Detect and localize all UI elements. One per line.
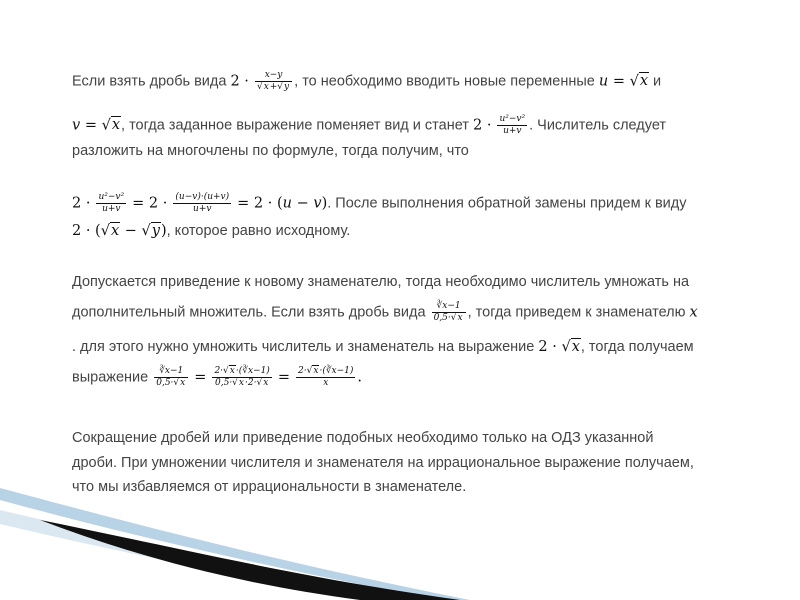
- math-fraction: $\frac{(u-v)\cdot(u+v)}{u+v}$: [175, 192, 230, 214]
- p2-text: выражение: [72, 369, 149, 386]
- p2-text: дополнительный множитель. Если взять дробь вида: [72, 304, 426, 321]
- p1-text: и: [653, 73, 662, 90]
- p2-line-1: Допускается приведение к новому знаменателю, тогда необходимо числитель умножать на: [72, 274, 690, 290]
- p1-text: . После выполнения обратной замены придем к виду: [327, 195, 687, 212]
- math-fraction: $\frac{∛x-1}{0,5\cdot√x}$: [154, 366, 188, 389]
- swoosh-light-stripe: [0, 488, 470, 600]
- math-fraction: $\frac{\text{u²−v²}}{u+v}$: [98, 192, 125, 214]
- p1-text: , то необходимо вводить новые переменные: [294, 73, 595, 90]
- math-expr: x: [689, 304, 698, 321]
- p3-line-1: Сокращение дробей или приведение подобных необходимо только на ОДЗ указанной: [72, 430, 654, 446]
- p1-line-5: [72, 221, 350, 241]
- p2-line-4: [72, 366, 362, 389]
- math-fraction: $\frac{2\cdot√x\cdot(∛x-1)}{0,5\cdot√x\cdot 2\cdot√x}$: [214, 366, 270, 388]
- math-expr: = 2 · (u − v): [237, 195, 328, 212]
- p1-line-1: [72, 70, 661, 93]
- p2-line-2: [72, 301, 698, 324]
- math-expr: = 2 ·: [132, 195, 168, 212]
- math-expr: u = √x: [598, 73, 649, 90]
- p3-line-3: что мы избавляемся от иррациональности в знаменателе.: [72, 479, 467, 495]
- math-expr: 2 ·: [472, 117, 492, 134]
- math-fraction: $\frac{\text{u²−v²}}{u+v}$: [499, 114, 526, 136]
- math-expr: 2 · √x: [538, 339, 580, 355]
- math-fraction: $\frac{2\cdot√x\cdot(∛x-1)}{x}$: [298, 366, 354, 388]
- math-expr: =: [277, 369, 291, 386]
- p1-line-3: разложить на многочлены по формуле, тогда получим, что: [72, 143, 469, 159]
- math-fraction: $\frac{∛x-1}{0,5\cdot√x}$: [432, 301, 466, 324]
- math-fraction: $\frac{x-y}{√x+√y}$: [255, 70, 292, 93]
- p1-text: , тогда заданное выражение поменяет вид и станет: [121, 117, 469, 134]
- p2-text: , тогда получаем: [580, 339, 694, 355]
- math-expr: 2 · (√x − √y): [72, 223, 167, 239]
- math-expr: 2 ·: [72, 195, 91, 212]
- math-expr: v = √x: [72, 117, 121, 134]
- p1-text: . Числитель следует: [529, 117, 667, 134]
- math-expr: .: [357, 369, 363, 386]
- p3-line-2: дроби. При умножении числителя и знаменателя на иррациональное выражение получаем,: [72, 455, 694, 471]
- p1-text: Если взять дробь вида: [72, 73, 227, 90]
- p2-line-3: [72, 337, 694, 357]
- decorative-swoosh: [0, 480, 800, 600]
- math-expr: 2 ·: [230, 73, 249, 90]
- p1-text: , которое равно исходному.: [166, 223, 351, 239]
- p1-line-4: [72, 192, 686, 215]
- p2-text: , тогда приведем к знаменателю: [467, 304, 686, 321]
- math-expr: =: [194, 369, 207, 386]
- p1-line-2: [72, 114, 666, 137]
- p2-text: . для этого нужно умножить числитель и знаменатель на выражение: [72, 339, 535, 355]
